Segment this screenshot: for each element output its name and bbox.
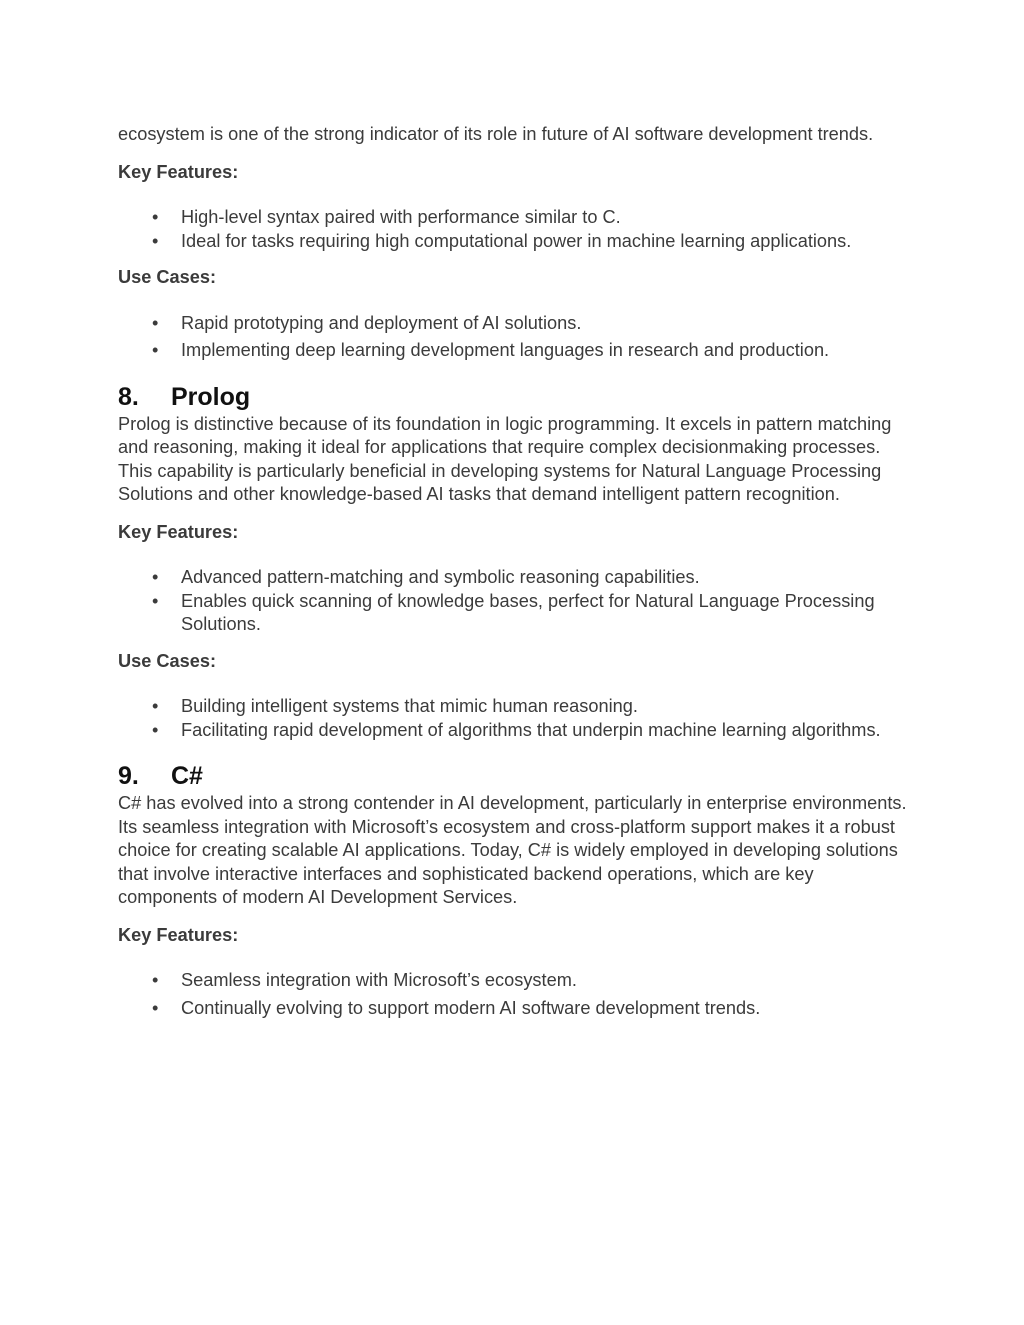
section8-body: Prolog is distinctive because of its foundation in logic programming. It excels in pattern matching and reasoning, making it ideal for applications that require complex decisionmaking processes. This capability is particularly beneficial in developing systems for Natural Language Processing Solutions and other knowledge-based AI tasks that demand intelligent pattern recognition. — [118, 413, 892, 504]
section7-usecases-list — [118, 312, 908, 363]
section9-features-list — [118, 969, 908, 1020]
section8-heading — [118, 382, 908, 412]
section8-number: 8. — [118, 382, 139, 411]
list-item: • Seamless integration with Microsoft’s ecosystem. — [118, 969, 908, 993]
section7-features-label: Key Features: — [118, 161, 239, 182]
list-item: • Enables quick scanning of knowledge bases, perfect for Natural Language Processing Solutions. — [152, 590, 875, 634]
section9-number: 9. — [118, 762, 139, 790]
list-item: • Ideal for tasks requiring high computational power in machine learning applications. — [118, 230, 908, 254]
bullet-icon: • — [152, 970, 159, 990]
list-item: • Building intelligent systems that mimic human reasoning. — [118, 695, 908, 719]
list-item: • Continually evolving to support modern AI software development trends. — [118, 997, 908, 1021]
bullet-icon: • — [152, 590, 159, 611]
bullet-icon: • — [152, 696, 159, 716]
section7-usecases-label: Use Cases: — [118, 267, 217, 287]
section9-features-label: Key Features: — [118, 924, 239, 945]
list-item: • High-level syntax paired with performance similar to C. — [118, 206, 908, 230]
section8-features-label: Key Features: — [118, 521, 239, 542]
bullet-icon: • — [152, 567, 159, 587]
list-item: • Implementing deep learning development languages in research and production. — [118, 339, 908, 363]
list-item: • Rapid prototyping and deployment of AI solutions. — [118, 312, 908, 336]
bullet-icon: • — [152, 340, 159, 360]
bullet-icon: • — [152, 230, 159, 251]
bullet-icon: • — [152, 312, 159, 333]
section8-features-list — [118, 566, 908, 637]
bullet-icon: • — [152, 207, 159, 227]
section9-title: C# — [171, 762, 203, 790]
list-item: • Advanced pattern-matching and symbolic reasoning capabilities. — [118, 566, 908, 590]
section9-heading — [118, 761, 908, 791]
bullet-icon: • — [152, 719, 159, 740]
section8-usecases-label: Use Cases: — [118, 650, 217, 671]
section8-usecases-list — [118, 695, 908, 742]
document-page — [118, 123, 908, 1020]
list-item: • Facilitating rapid development of algorithms that underpin machine learning algorithms. — [118, 719, 908, 743]
bullet-icon: • — [152, 997, 159, 1018]
section9-body: C# has evolved into a strong contender in AI development, particularly in enterprise environments. Its seamless integration with Microsoft’s ecosystem and cross-platform support makes it a robust choice for creating scalable AI applications. Today, C# is widely employed in developing solutions that involve interactive interfaces and sophisticated backend operations, which are key components of modern AI Development Services. — [118, 793, 907, 907]
intro-paragraph: ecosystem is one of the strong indicator of its role in future of AI software development trends. — [118, 124, 874, 144]
section8-title: Prolog — [171, 382, 251, 411]
section7-features-list — [118, 206, 908, 253]
